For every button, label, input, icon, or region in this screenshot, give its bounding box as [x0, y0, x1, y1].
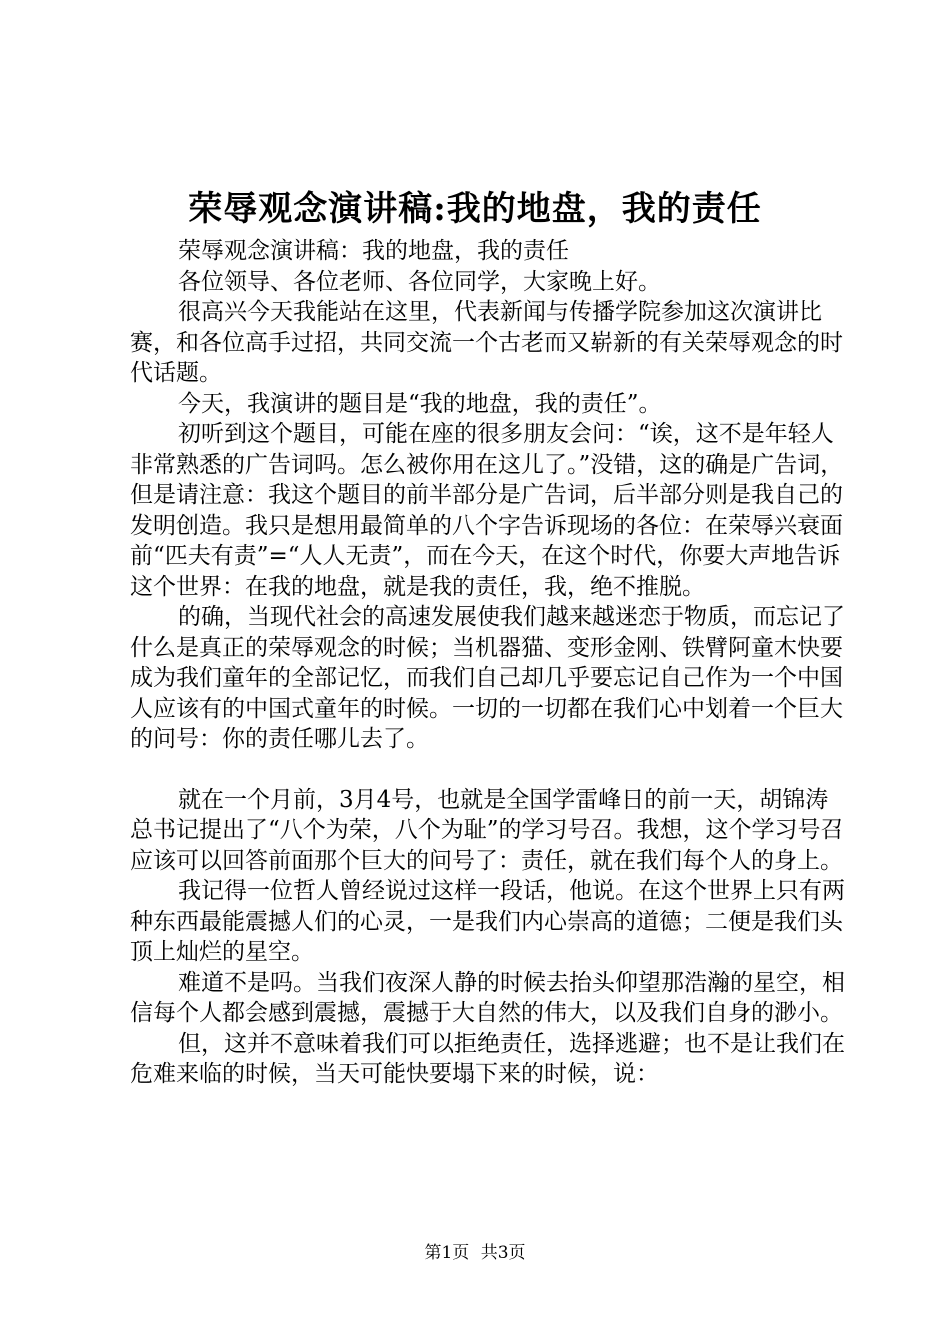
- paragraph-gap: [130, 755, 850, 785]
- paragraph: 荣辱观念演讲稿：我的地盘，我的责任: [178, 238, 569, 264]
- document-title: 荣辱观念演讲稿:我的地盘，我的责任: [188, 189, 762, 229]
- page-total: 共3页: [480, 1243, 526, 1263]
- paragraph: 初听到这个题目，可能在座的很多朋友会问：“诶，这不是年轻人非常熟悉的广告词吗。怎么被你用在这儿了。”没错，这的确是广告词，但是请注意：我这个题目的前半部分是广告词，后半部分则是我自己的发明创造。我只是想用最简单的八个字告诉现场的各位：在荣辱兴衰面前“匹夫有责”=“人人无责”，而在今天，在这个时代，你要大声地告诉这个世界：在我的地盘，就是我的责任，我，绝不推脱。: [130, 421, 844, 600]
- paragraph: 但，这并不意味着我们可以拒绝责任，选择逃避；也不是让我们在危难来临的时候，当天可能快要塌下来的时候，说：: [130, 1030, 845, 1087]
- paragraph: 的确，当现代社会的高速发展使我们越来越迷恋于物质，而忘记了什么是真正的荣辱观念的时候；当机器猫、变形金刚、铁臂阿童木快要成为我们童年的全部记忆，而我们自己却几乎要忘记自己作为一个中国人应该有的中国式童年的时候。一切的一切都在我们心中划着一个巨大的问号：你的责任哪儿去了。: [130, 604, 845, 752]
- page-footer: [0, 1238, 950, 1268]
- paragraph: 各位领导、各位老师、各位同学，大家晚上好。: [178, 268, 661, 295]
- paragraph: 难道不是吗。当我们夜深人静的时候去抬头仰望那浩瀚的星空，相信每个人都会感到震撼，震撼于大自然的伟大，以及我们自身的渺小。: [130, 969, 845, 1026]
- paragraph: 很高兴今天我能站在这里，代表新闻与传播学院参加这次演讲比赛，和各位高手过招，共同交流一个古老而又崭新的有关荣辱观念的时代话题。: [130, 299, 843, 386]
- page-number: 第1页: [424, 1243, 470, 1263]
- paragraph: 我记得一位哲人曾经说过这样一段话，他说。在这个世界上只有两种东西最能震撼人们的心灵，一是我们内心崇高的道德；二便是我们头顶上灿烂的星空。: [130, 878, 845, 965]
- document-body: [130, 236, 850, 1090]
- paragraph: 今天，我演讲的题目是“我的地盘，我的责任”。: [178, 390, 662, 417]
- paragraph: 就在一个月前，3月4号，也就是全国学雷峰日的前一天，胡锦涛总书记提出了“八个为荣，八个为耻”的学习号召。我想，这个学习号召应该可以回答前面那个巨大的问号了：责任，就在我们每个人的身上。: [130, 786, 844, 874]
